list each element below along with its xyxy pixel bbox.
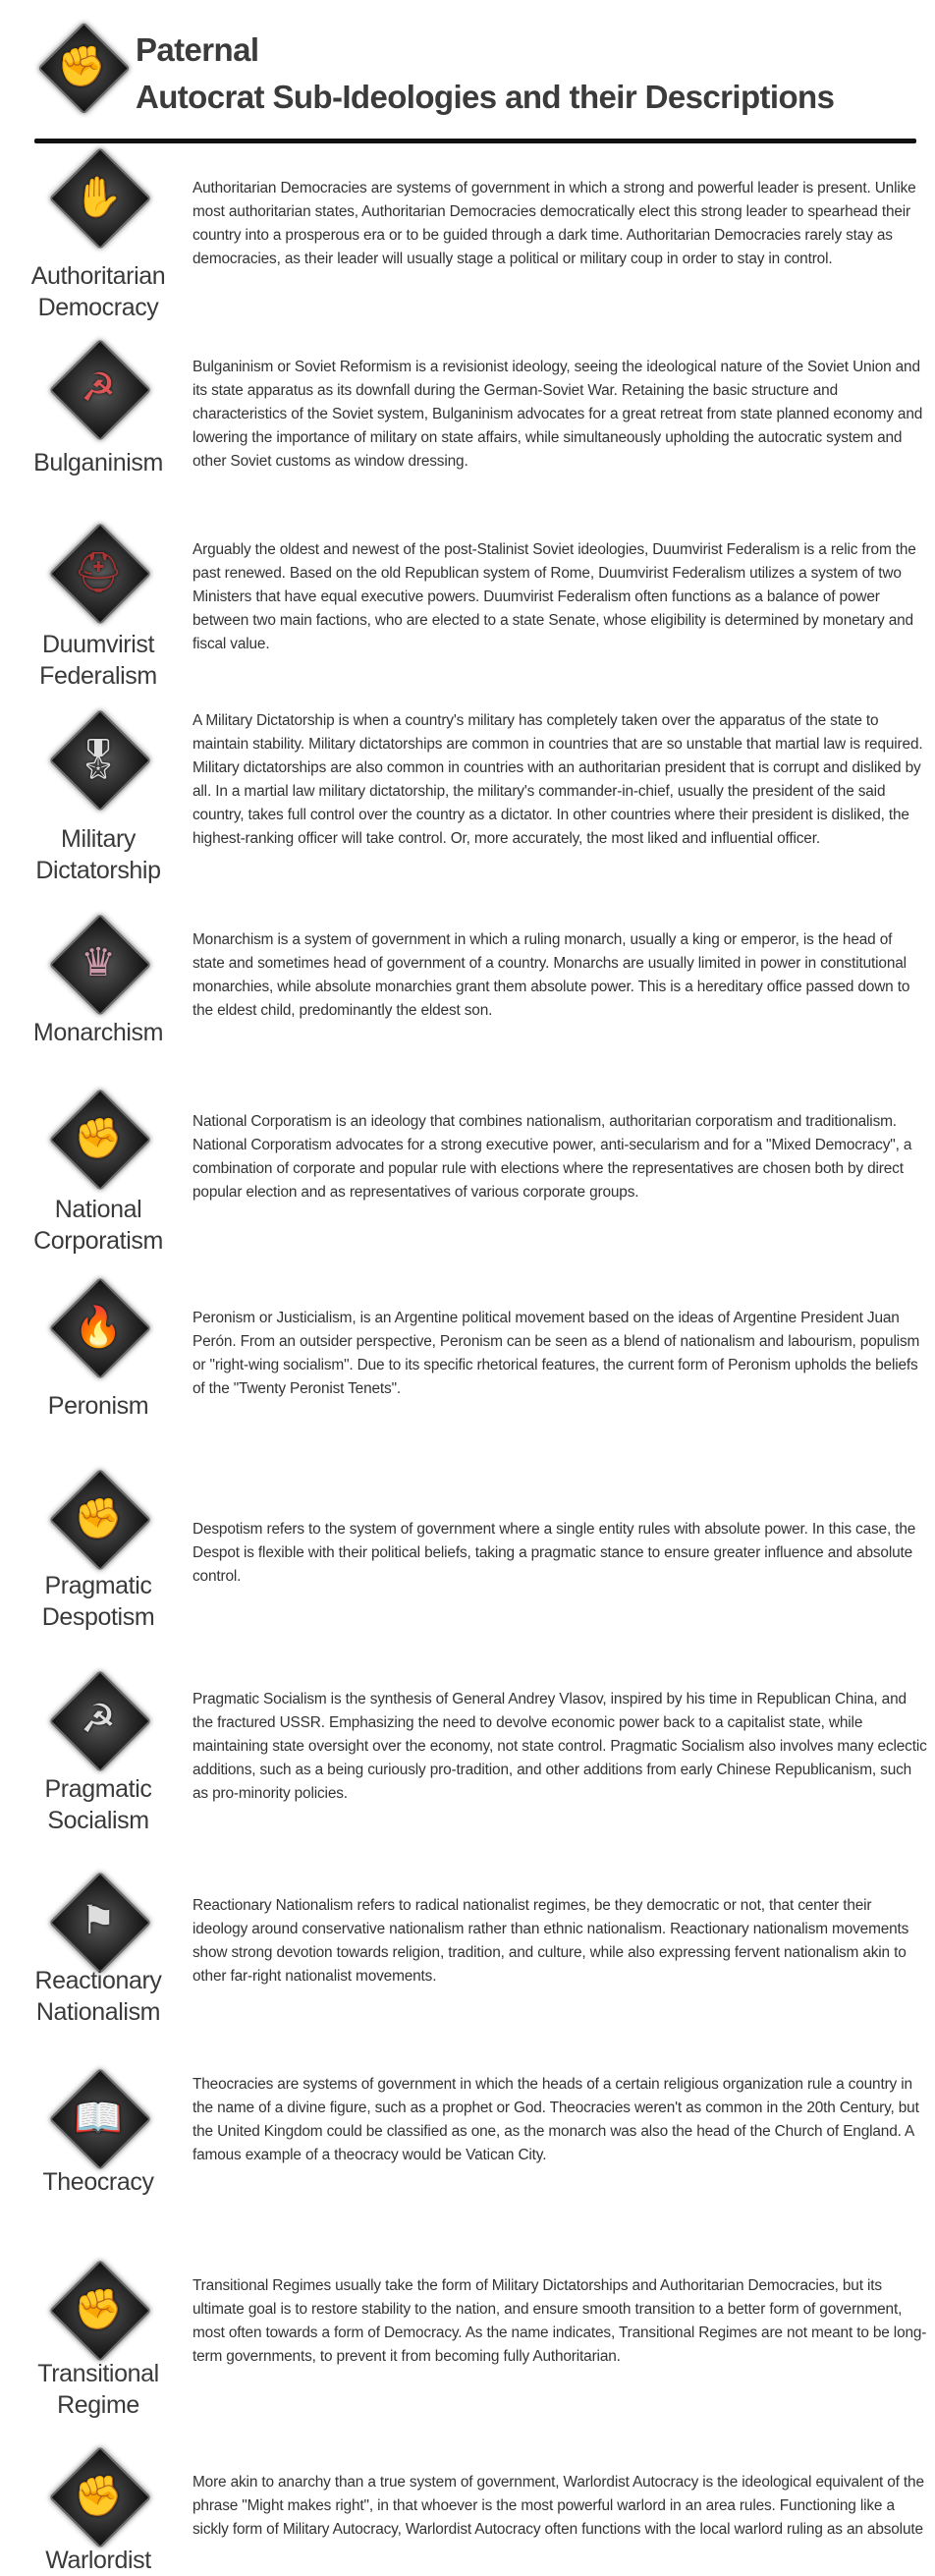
- ideology-name-peronism: Peronism: [47, 1392, 149, 1420]
- ideology-description-reactionary-nationalism: Reactionary Nationalism refers to radical nationalist regimes, be they democratic or not, that center their ideology around conservative nationalism rather than ethnic nationalism. Reactionary nationalism movements show strong devotion towards religion, tradition, and culture, while also expressing fervent nationalism akin to other far-right nationalist movements.: [192, 1897, 909, 1985]
- ideology-description-national-corporatism: National Corporatism is an ideology that combines nationalism, authoritarian corporatism and traditionalism. National Corporatism advocates for a strong executive power, anti-secularism and for a "Mixed Democracy", a combination of corporate and popular rule with elections where the representatives are chosen both by direct popular election and as representatives of various corporate groups.: [192, 1113, 912, 1201]
- fist-icon: ✊: [49, 1469, 147, 1567]
- crown-icon: ♛: [49, 914, 147, 1012]
- ideology-description-military-dictatorship: A Military Dictatorship is when a country's military has completely taken over the apparatus of the state to maintain stability. Military dictatorships are common in countries that are so unstable that martial law is required. Military dictatorships are also common in countries with an authoritarian president that is corrupt and disliked by all. In a martial law military dictatorship, the military's commander-in-chief, usually the president of the said country, takes full control over the country as a dictator. In other countries where their president is disliked, the highest-ranking officer will take control. Or, more accurately, the most liked and influential officer.: [192, 712, 923, 847]
- ideology-name-pragmatic-socialism: Pragmatic Socialism: [44, 1775, 152, 1834]
- ideology-name-warlordist: Warlordist: [45, 2547, 151, 2574]
- ideology-description-duumvirist-federalism: Arguably the oldest and newest of the post-Stalinist Soviet ideologies, Duumvirist Federalism is a relic from the past renewed. Based on the old Republican system of Rome, Duumvirist Federalism utilizes a system of two Ministers that have equal executive powers. Duumvirist Federalism often functions as a balance of power between two main factions, who are elected to a state Senate, whose eligibility is determined by monetary and fiscal value.: [192, 541, 916, 652]
- ideology-name-pragmatic-despotism: Pragmatic Despotism: [41, 1572, 155, 1631]
- ideology-name-monarchism: Monarchism: [32, 1019, 164, 1046]
- hand-ballot-icon: ✋: [49, 147, 147, 246]
- hammer-sickle-icon: ☭: [49, 1670, 147, 1768]
- ideology-description-transitional-regime: Transitional Regimes usually take the form of Military Dictatorships and Authoritarian Democracies, but its ultimate goal is to restore stability to the nation, and ensure smooth transition to a better form of government, most often towards a form of Democracy. As the name indicates, Transitional Regimes are not meant to be long-term governments, to prevent it from becoming fully Authoritarian.: [192, 2277, 927, 2365]
- fist-icon: ✊: [49, 1089, 147, 1187]
- ideology-name-national-corporatism: National Corporatism: [33, 1196, 163, 1255]
- ideology-name-military-dictatorship: Military Dictatorship: [35, 825, 161, 884]
- fist-icon: ✊: [49, 2260, 147, 2358]
- ideology-name-bulganinism: Bulganinism: [33, 449, 163, 476]
- military-cap-icon: 🎖: [49, 709, 147, 808]
- ideology-description-pragmatic-socialism: Pragmatic Socialism is the synthesis of General Andrey Vlasov, inspired by his time in Republican China, and the fractured USSR. Emphasizing the need to devolve economic power back to a capitalist state, while maintaining state oversight over the economy, not state control. Pragmatic Socialism also involves many eclectic additions, such as a being curiously pro-tradition, and other additions from early Chinese Republicanism, such as pro-minority policies.: [192, 1691, 927, 1802]
- header-divider: [34, 139, 916, 143]
- ideology-name-authoritarian-democracy: Authoritarian Democracy: [30, 262, 166, 321]
- open-book-icon: 📖: [49, 2068, 147, 2166]
- roman-helmet-icon: ⛑: [49, 523, 147, 621]
- fist-icon: ✊: [49, 2446, 147, 2545]
- torch-icon: 🔥: [49, 1277, 147, 1375]
- ideology-name-theocracy: Theocracy: [42, 2168, 154, 2196]
- ideology-description-pragmatic-despotism: Despotism refers to the system of government where a single entity rules with absolute power. In this case, the Despot is flexible with their political beliefs, taking a pragmatic stance to ensure greater influence and absolute control.: [192, 1521, 916, 1585]
- ideology-description-theocracy: Theocracies are systems of government in which the heads of a certain religious organization rule a country in the name of a divine figure, such as a prophet or God. Theocracies weren't as common in the 20th Century, but the United Kingdom could be classified as one, as the monarch was also the head of the Church of England. A famous example of a theocracy would be Vatican City.: [192, 2076, 919, 2163]
- paternal-autocrat-fist-icon: ✊: [37, 22, 126, 110]
- ideology-name-transitional-regime: Transitional Regime: [37, 2360, 159, 2419]
- ideology-description-warlordist: More akin to anarchy than a true system of government, Warlordist Autocracy is the ideological equivalent of the phrase "Might makes right", in that whoever is the most powerful warlord in an area rules. Functioning like a sickly form of Military Autocracy, Warlordist Autocracy often functions with the local warlord ruling as an absolute: [192, 2474, 924, 2538]
- page-subtitle: Autocrat Sub-Ideologies and their Descriptions: [136, 79, 835, 115]
- ideology-name-duumvirist-federalism: Duumvirist Federalism: [39, 631, 157, 690]
- page-title: Paternal: [136, 31, 259, 68]
- ideology-description-bulganinism: Bulganinism or Soviet Reformism is a revisionist ideology, seeing the ideological nature of the Soviet Union and its state apparatus as its downfall during the German-Soviet War. Retaining the basic structure and characteristics of the Soviet system, Bulganinism advocates for a great retreat from state planned economy and lowering the importance of military on state affairs, while simultaneously upholding the autocratic system and other Soviet customs as window dressing.: [192, 359, 923, 470]
- ideology-description-authoritarian-democracy: Authoritarian Democracies are systems of government in which a strong and powerful leader is present. Unlike most authoritarian states, Authoritarian Democracies democratically elect this strong leader to spearhead their country into a prosperous era or to be guided through a dark time. Authoritarian Democracies rarely stay as democracies, as their leader will usually stage a political or military coup in order to stay in control.: [192, 180, 916, 267]
- ideology-description-monarchism: Monarchism is a system of government in which a ruling monarch, usually a king or emperor, is the head of state and sometimes head of government of a country. Monarchs are usually limited in power in constitutional monarchies, while absolute monarchies grant them absolute power. This is a hereditary office passed down to the eldest child, predominantly the eldest son.: [192, 931, 910, 1019]
- hammer-sickle-moneybag-icon: ☭: [49, 339, 147, 437]
- ideology-name-reactionary-nationalism: Reactionary Nationalism: [34, 1967, 162, 2026]
- ideology-description-peronism: Peronism or Justicialism, is an Argentine political movement based on the ideas of Argentine President Juan Perón. From an outsider perspective, Peronism can be seen as a blend of nationalism and labourism, populism or "right-wing socialism". Due to its specific rhetorical features, the current form of Peronism upholds the beliefs of the "Twenty Peronist Tenets".: [192, 1310, 920, 1397]
- flag-icon: ⚑: [49, 1872, 147, 1970]
